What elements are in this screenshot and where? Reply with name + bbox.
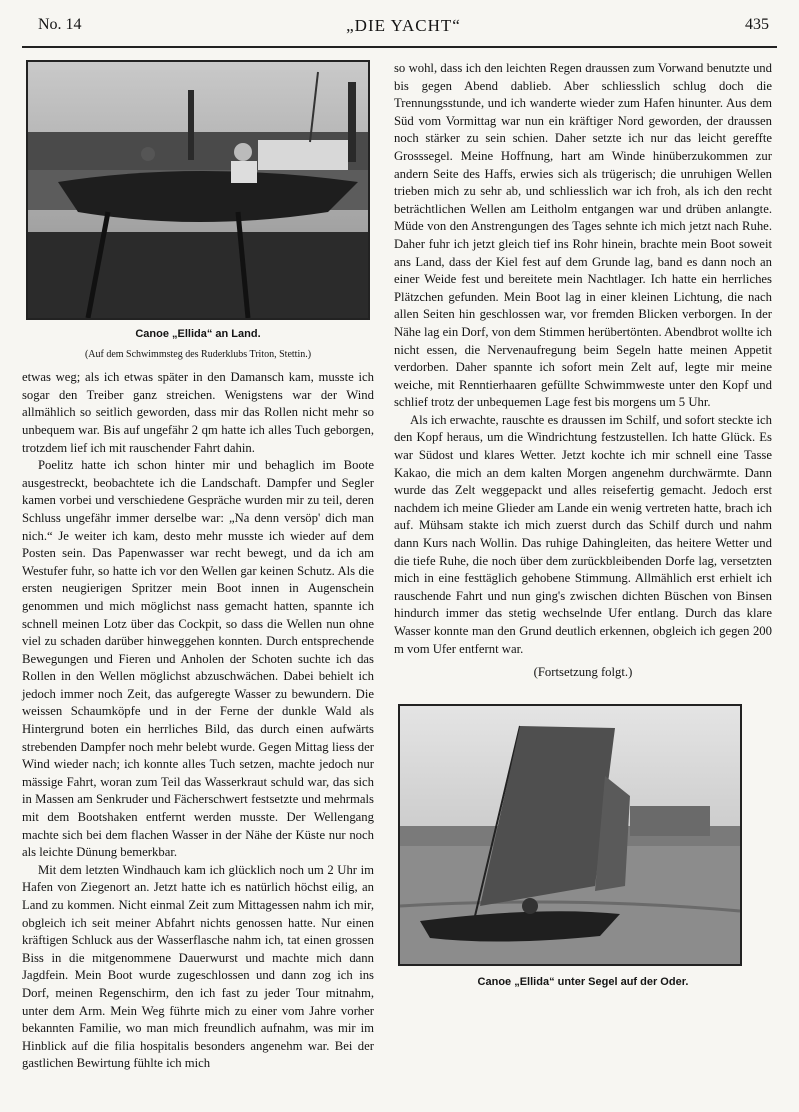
- left-column: [22, 60, 374, 1073]
- journal-title: „DIE YACHT“: [346, 16, 461, 35]
- figure1-caption: Canoe „Ellida“ an Land.: [135, 328, 261, 340]
- figure-canoe-on-land: [22, 60, 374, 363]
- continuation-note: (Fortsetzung folgt.): [533, 665, 633, 680]
- header-rule: [22, 46, 777, 48]
- figure2-caption: Canoe „Ellida“ unter Segel auf der Oder.: [477, 975, 689, 988]
- figure-canoe-under-sail: [394, 704, 772, 992]
- page-header: [38, 16, 769, 44]
- figure1-subcaption: (Auf dem Schwimmsteg des Ruderklubs Triton, Stettin.): [84, 348, 312, 360]
- paragraph: so wohl, dass ich den leichten Regen draussen zum Vorwand benutzte und bis gegen Abend dablieb. Aber schliesslich schlug doch die Trennungsstunde, und ich wanderte wieder zum Hafen hinunter. Aus dem Süd vom Vormittag war nun ein kräftiger Nord geworden, der draussen noch stärker zu sein schien. Daher setzte ich nur das leicht gereffte Grosssegel. Meine Hoffnung, hart am Winde hinüberzukommen zur andern Seite des Haffs, erwies sich als trügerisch; die unruhigen Wellen trieben mich zu sehr ab, und schliesslich war ich froh, als ich den recht beträchtlichen Wellen am Leitholm entgangen war und drüben anlangte. Müde von den Anstrengungen des Tages sehnte ich mich jetzt nach Ruhe. Daher fuhr ich jetzt gleich tief ins Rohr hinein, brachte mein Boot soweit ans Land, dass der Kiel fest auf dem Grunde lag, band es dann noch an einer Weide fest und bereitete mein Nachtlager. Ich hatte ein herrliches Plätzchen gefunden. Mein Boot lag in einer kleinen Lichtung, die nach allen Seiten hin geschlossen war, vor fremden Blicken verborgen. In der Nähe lag ein Dorf, von dem Stimmen herübertönten. Abendbrot wollte ich nicht essen, die Nervenaufregung beim Segeln hatte meinen Appetit verdorben. Daher spannte ich sofort mein Zelt auf, legte mir meine weiche, mit Renntierhaaren gefüllte Schwimmweste unter den Kopf und schlief trotz der unbequemen Lage fest bis morgens um 5 Uhr.: [394, 61, 772, 410]
- paragraph: Als ich erwachte, rauschte es draussen im Schilf, und sofort steckte ich den Kopf heraus, um die Windrichtung festzustellen. Ich hatte Glück. Es war Südost und klares Wetter. Jetzt kochte ich mir schnell eine Tasse Kakao, die mich an dem kalten Morgen angenehm durchwärmte. Dann wurde das Zelt weggepackt und alles reisefertig gemacht. Jedoch erst nachdem ich meine Glieder am Lande ein wenig vertreten hatte, brach ich auf. Mühsam stakte ich mich zuerst durch das Schilf durch und nahm dann Kurs nach Wollin. Das ruhige Dahingleiten, das heitere Wetter und die tiefe Ruhe, die noch über dem zurückbleibenden Dorfe lag, versetzten mich in eine festtäglich gehobene Stimmung. Allmählich erst erhielt ich rauschende Fahrt und nun ging's zwischen dichten Büschen von Binsen hindurch immer das stetig wechselnde Ufer entlang. Durch das klare Wasser konnte man den Grund deutlich erkennen, obgleich ich gegen 200 m vom Ufer entfernt war.: [394, 412, 772, 656]
- paragraph: etwas weg; als ich etwas später in den Damansch kam, musste ich sogar den Treiber ganz streichen. Wenigstens war der Wind allmählich so seitlich geworden, dass mir das Rollen nicht mehr so unbequem war. Bis auf ungefähr 2 qm hatte ich alles Tuch geborgen, trotzdem lief ich mit rauschender Fahrt dahin.: [22, 370, 374, 455]
- right-column: [394, 60, 772, 991]
- page-number: 435: [745, 16, 769, 33]
- issue-number: No. 14: [38, 16, 82, 33]
- paragraph: Mit dem letzten Windhauch kam ich glücklich noch um 2 Uhr im Hafen von Ziegenort an. Jetzt hatte ich es natürlich höchst eilig, an Land zu kommen. Nicht einmal Zeit zum Mittagessen nahm ich mir, obgleich ich seit meiner Abfahrt nichts genossen hatte. Nur einen kräftigen Schluck aus der Wasserflasche nahm ich, tat einen grossen Biss in die mitgenommene Dauerwurst und machte mich dann Jagdfein. Mein Boot wurde zugeschlossen und dann zog ich ins Dorf, meinen Regenschirm, den ich fast zu jeder Tour mitnahm, unter dem Arm. Mein Weg führte mich zu einer vom Jahre vorher bekannten Familie, wo man mich freundlich aufnahm, was mir im Hinblick auf die filia hospitalis besonders angenehm war. Bei der gastlichen Bewirtung fühlte ich mich: [22, 862, 374, 1071]
- paragraph: Poelitz hatte ich schon hinter mir und behaglich im Boote ausgestreckt, beobachtete ich die Landschaft. Dampfer und Segler kamen vorbei und verschiedene Gespräche wurden mir zu teil, deren Schluss ungefähr immer derselbe war: „Na denn versöp' dich man nich.“ Je weiter ich kam, desto mehr musste ich wieder auf dem Posten sein. Das Papenwasser war recht bewegt, und da ich am Westufer fuhr, so hatte ich vor den Wellen gar keinen Schutz. Als die ersten neugierigen Spritzer mein Boot innen in Augenschein genommen und mich möglichst nass gemacht hatten, spannte ich schnell meinen Lotz über das Cockpit, so dass die Wellen nun ohne viel zu schaden darüber hinweggehen konnten. Durch entsprechende Bewegungen und Fieren und Anholen der Schoten suchte ich das Rollen in den Wellen möglichst abzuschwächen. Dabei behielt ich jedoch immer noch Zeit, das aufgeregte Wasser zu bewundern. Die weissen Schaumköpfe und in der Ferne der dunkle Wald als Hintergrund boten ein herrliches Bild, das durch einen aufwärts strebenden Dampfer noch mehr belebt wurde. Gegen Mittag liess der Wind wieder nach; ich konnte alles Tuch setzen, machte jedoch nur mässige Fahrt, woran zum Teil das Wasserkraut schuld war, das sich in Massen am Senkruder und Fächerschwert festsetzte und mehrmals mit dem Bootshaken entfernt werden musste. Der Wellengang machte sich bei dem flachen Wasser in der Nähe der Küste nur noch als leichte Dünung bemerkbar.: [22, 458, 374, 860]
- photo-canoe-under-sail: [398, 704, 742, 966]
- photo-canoe-on-land: [26, 60, 370, 320]
